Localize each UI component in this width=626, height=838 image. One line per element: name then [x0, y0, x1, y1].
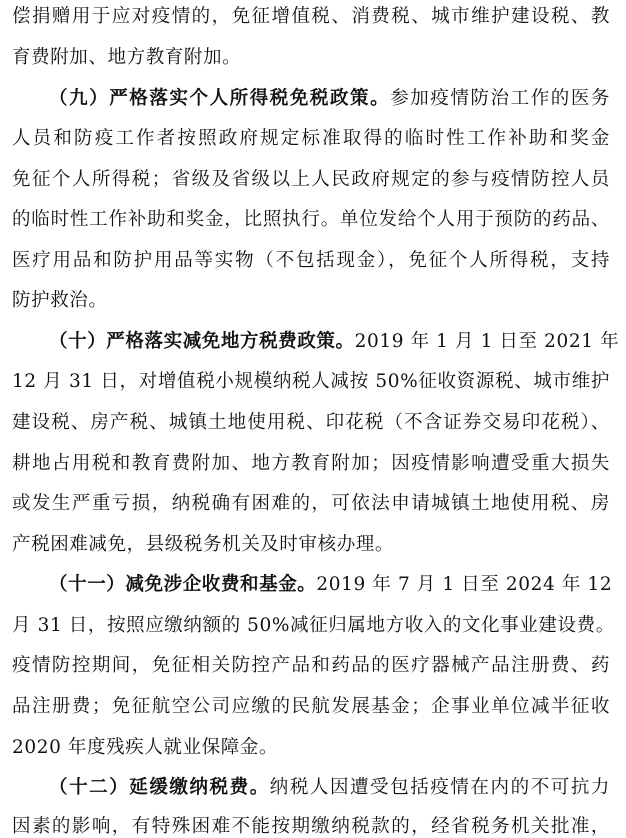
text-line: 12 月 31 日，对增值税小规模纳税人减按 50%征收资源税、城市维护: [12, 371, 610, 392]
text-line: 月 31 日，按照应缴纳额的 50%减征归属地方收入的文化事业建设费。: [12, 615, 615, 636]
text-span: 纳税人因遭受包括疫情在内的不可抗力: [269, 777, 611, 798]
text-span: 2019 年 1 月 1 日至 2021 年: [354, 331, 620, 352]
text-line: 建设税、房产税、城镇土地使用税、印花税（不含证券交易印花税）、: [12, 412, 610, 433]
section-heading: （十）严格落实减免地方税费政策。: [49, 331, 355, 352]
text-line: 耕地占用税和教育费附加、地方教育附加；因疫情影响遭受重大损失: [12, 453, 610, 474]
text-line: 的临时性工作补助和奖金，比照执行。单位发给个人用于预防的药品、: [12, 209, 610, 230]
text-line: 育费附加、地方教育附加。: [12, 47, 242, 68]
text-line: 医疗用品和防护用品等实物（不包括现金），免征个人所得税，支持: [12, 250, 610, 271]
text-line: 2020 年度残疾人就业保障金。: [12, 737, 279, 758]
text-span: 2019 年 7 月 1 日至 2024 年 12: [316, 574, 613, 595]
section-heading: （十二）延缓缴纳税费。: [49, 777, 270, 798]
text-line: 疫情防控期间，免征相关防控产品和药品的医疗器械产品注册费、药: [12, 655, 610, 676]
paragraph-10-heading-line: [49, 328, 620, 356]
text-line: 人员和防疫工作者按照政府规定标准取得的临时性工作补助和奖金: [12, 128, 610, 149]
paragraph-9-heading-line: [49, 85, 610, 113]
section-heading: （九）严格落实个人所得税免税政策。: [49, 88, 391, 109]
text-line: 防护救治。: [12, 290, 108, 311]
text-line: 因素的影响，有特殊困难不能按期缴纳税款的，经省税务机关批准，: [12, 816, 610, 837]
text-line: 品注册费；免征航空公司应缴的民航发展基金；企事业单位减半征收: [12, 696, 610, 717]
paragraph-11-heading-line: [49, 571, 613, 599]
text-line: 偿捐赠用于应对疫情的，免征增值税、消费税、城市维护建设税、教: [12, 6, 610, 27]
text-line: 免征个人所得税；省级及省级以上人民政府规定的参与疫情防控人员: [12, 169, 610, 190]
text-line: 或发生严重亏损，纳税确有困难的，可依法申请城镇土地使用税、房: [12, 493, 610, 514]
section-heading: （十一）减免涉企收费和基金。: [49, 574, 317, 595]
text-line: 产税困难减免，县级税务机关及时审核办理。: [12, 534, 395, 555]
paragraph-12-heading-line: [49, 774, 610, 802]
text-span: 参加疫情防治工作的医务: [390, 88, 611, 109]
